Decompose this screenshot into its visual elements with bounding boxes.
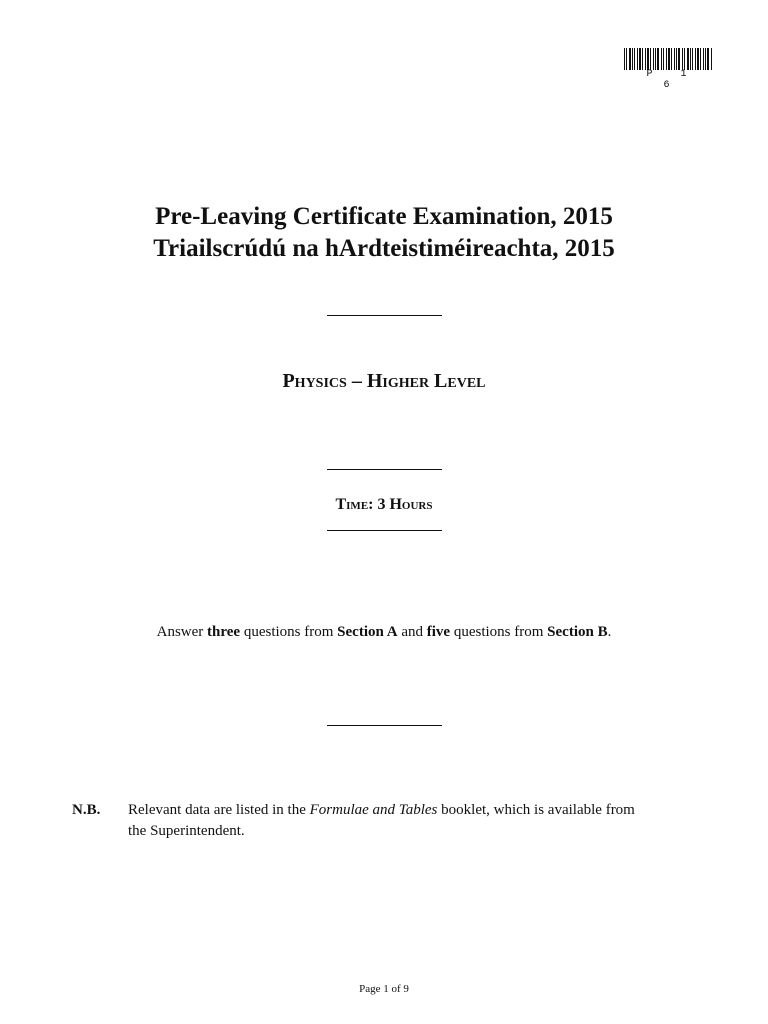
formulae-tables-reference: Formulae and Tables	[309, 802, 438, 818]
subject-title: Physics – Higher Level	[282, 370, 486, 392]
divider-rule	[327, 469, 442, 470]
answer-instructions: Answer three questions from Section A and five questions from Section B.	[156, 624, 612, 640]
divider-rule	[327, 530, 442, 531]
barcode-code: P 1 6	[646, 69, 698, 91]
barcode-bars	[624, 48, 712, 70]
note-text: Relevant data are listed in the Formulae and Tables booklet, which is available from the Superintendent.	[128, 802, 635, 839]
barcode	[624, 48, 712, 91]
title-english: Pre-Leaving Certificate Examination, 2015	[155, 203, 613, 230]
page-number: Page 1 of 9	[359, 983, 409, 995]
exam-time: Time: 3 Hours	[335, 496, 433, 513]
title-irish: Triailscrúdú na hArdteistiméireachta, 2015	[153, 235, 615, 262]
divider-rule	[327, 725, 442, 726]
note-label: N.B.	[72, 802, 101, 818]
divider-rule	[327, 315, 442, 316]
